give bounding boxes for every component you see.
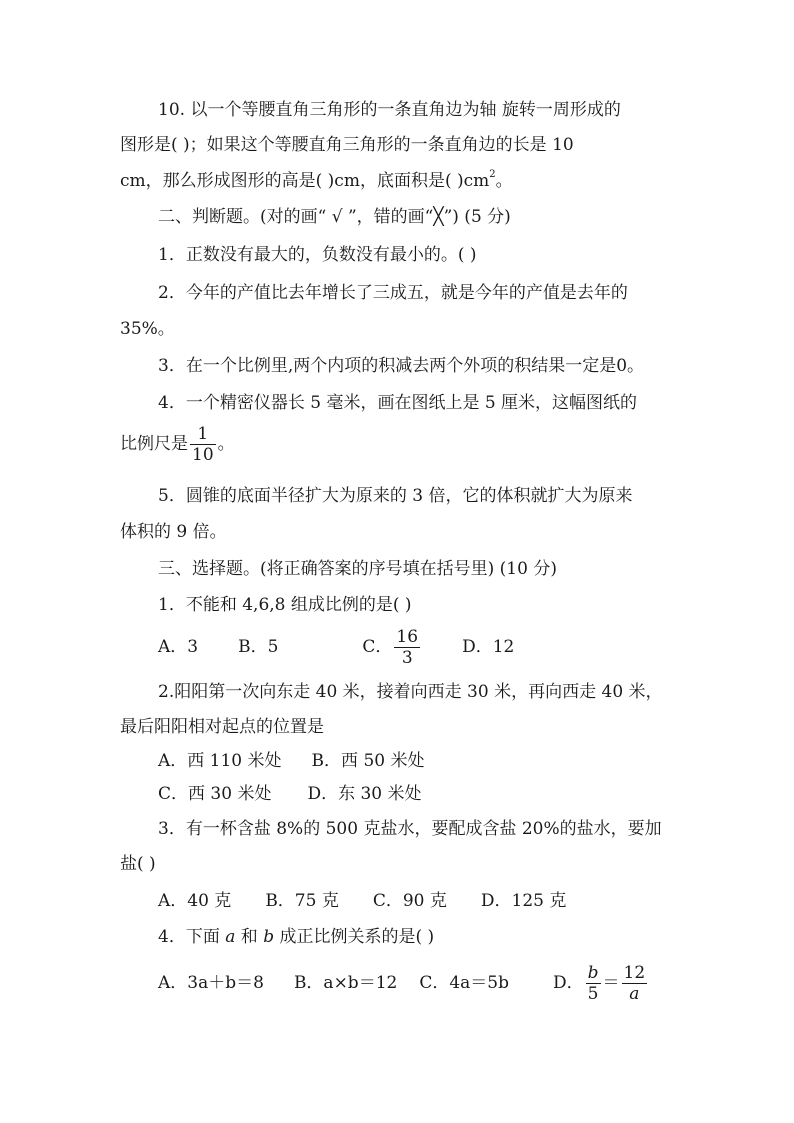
s3-q3-option-c: C．90 克 — [372, 891, 447, 911]
section2-item-3: 3．在一个比例里,两个内项的积减去两个外项的积结果一定是0。 — [158, 356, 645, 376]
s3-q1-option-c-fraction — [394, 627, 420, 668]
q10-line3-end: 。 — [495, 171, 513, 191]
s3-q2-line2: 最后阳阳相对起点的位置是 — [120, 717, 324, 737]
s3-q4-option-d-label: D． — [553, 973, 584, 993]
s3-q4-option-d-den-1: 5 — [587, 984, 599, 1004]
s3-q1-option-d: D．12 — [462, 637, 515, 657]
section2-item-5-line1: 5．圆锥的底面半径扩大为原来的 3 倍，它的体积就扩大为原来 — [158, 486, 633, 506]
s3-q2-option-d: D．东 30 米处 — [307, 784, 422, 804]
scale-fraction-numerator: 1 — [190, 424, 216, 445]
section2-title: 二、判断题。(对的画“ √ ”，错的画“╳”) (5 分) — [158, 207, 511, 227]
scale-fraction-denominator: 10 — [192, 445, 214, 465]
s3-q1-option-b: B．5 — [238, 637, 279, 657]
q10-line2: 图形是( )；如果这个等腰直角三角形的一条直角边的长是 10 — [120, 135, 574, 155]
s3-q4-var-a: a — [225, 927, 236, 947]
scale-label: 比例尺是 — [120, 434, 188, 454]
s3-q4-option-d-equals: ＝ — [602, 973, 620, 993]
s3-q4-option-a: A．3a＋b＝8 — [158, 973, 264, 993]
s3-q4-stem-c: 成正比例关系的是( ) — [274, 927, 435, 947]
s3-q1-option-c-denominator: 3 — [401, 648, 413, 668]
scale-end: 。 — [217, 434, 235, 454]
s3-q4-var-b: b — [263, 927, 275, 947]
s3-q4-option-d-num-2: 12 — [623, 963, 646, 983]
section2-item-2-line2: 35%。 — [120, 319, 175, 339]
s3-q4-stem-b: 和 — [235, 927, 264, 947]
s3-q3-line1: 3．有一杯含盐 8%的 500 克盐水，要配成含盐 20%的盐水，要加 — [158, 819, 662, 839]
section2-item-5-line2: 体积的 9 倍。 — [120, 522, 227, 542]
s3-q4-stem — [158, 926, 434, 948]
s3-q2-options-row1 — [158, 750, 424, 772]
section2-item-1: 1．正数没有最大的，负数没有最小的。( ) — [158, 245, 477, 265]
scale-fraction — [190, 424, 216, 465]
s3-q2-option-c: C．西 30 米处 — [158, 784, 272, 804]
s3-q1-option-a: A．3 — [158, 637, 199, 657]
s3-q4-options — [158, 960, 649, 1006]
section2-item-4-line2 — [120, 424, 235, 465]
s3-q1-options — [158, 624, 514, 670]
s3-q4-option-c: C．4a＝5b — [419, 973, 509, 993]
s3-q4-option-b: B．a×b＝12 — [293, 973, 398, 993]
s3-q3-option-d: D．125 克 — [480, 891, 567, 911]
s3-q4-option-d-fraction-1 — [586, 963, 601, 1004]
s3-q4-option-d-num-1: b — [587, 963, 599, 983]
s3-q2-option-b: B．西 50 米处 — [311, 751, 425, 771]
section3-title: 三、选择题。(将正确答案的序号填在括号里) (10 分) — [158, 559, 557, 579]
s3-q1-option-c-label: C． — [362, 637, 393, 657]
q10-line3 — [120, 170, 513, 192]
q10-line3-text: cm，那么形成图形的高是( )cm，底面积是( )cm — [120, 171, 490, 191]
s3-q3-options — [158, 890, 566, 912]
s3-q1-stem: 1．不能和 4,6,8 组成比例的是( ) — [158, 595, 412, 615]
q10-line1: 10. 以一个等腰直角三角形的一条直角边为轴 旋转一周形成的 — [158, 100, 621, 120]
q10-line3-sup: 2 — [489, 169, 496, 181]
s3-q3-option-a: A．40 克 — [158, 891, 232, 911]
s3-q4-option-d-fraction-2 — [622, 963, 648, 1004]
s3-q3-option-b: B．75 克 — [265, 891, 339, 911]
s3-q2-line1: 2.阳阳第一次向东走 40 米，接着向西走 30 米，再向西走 40 米， — [158, 682, 663, 702]
section2-item-4-line1: 4．一个精密仪器长 5 毫米，画在图纸上是 5 厘米，这幅图纸的 — [158, 393, 638, 413]
s3-q4-option-d-den-2: a — [629, 984, 640, 1004]
s3-q3-line2: 盐( ) — [120, 854, 156, 874]
s3-q4-stem-a: 4．下面 — [158, 927, 226, 947]
s3-q2-options-row2 — [158, 783, 422, 805]
s3-q2-option-a: A．西 110 米处 — [158, 751, 282, 771]
section2-item-2-line1: 2．今年的产值比去年增长了三成五，就是今年的产值是去年的 — [158, 283, 628, 303]
s3-q1-option-c-numerator: 16 — [396, 627, 419, 647]
